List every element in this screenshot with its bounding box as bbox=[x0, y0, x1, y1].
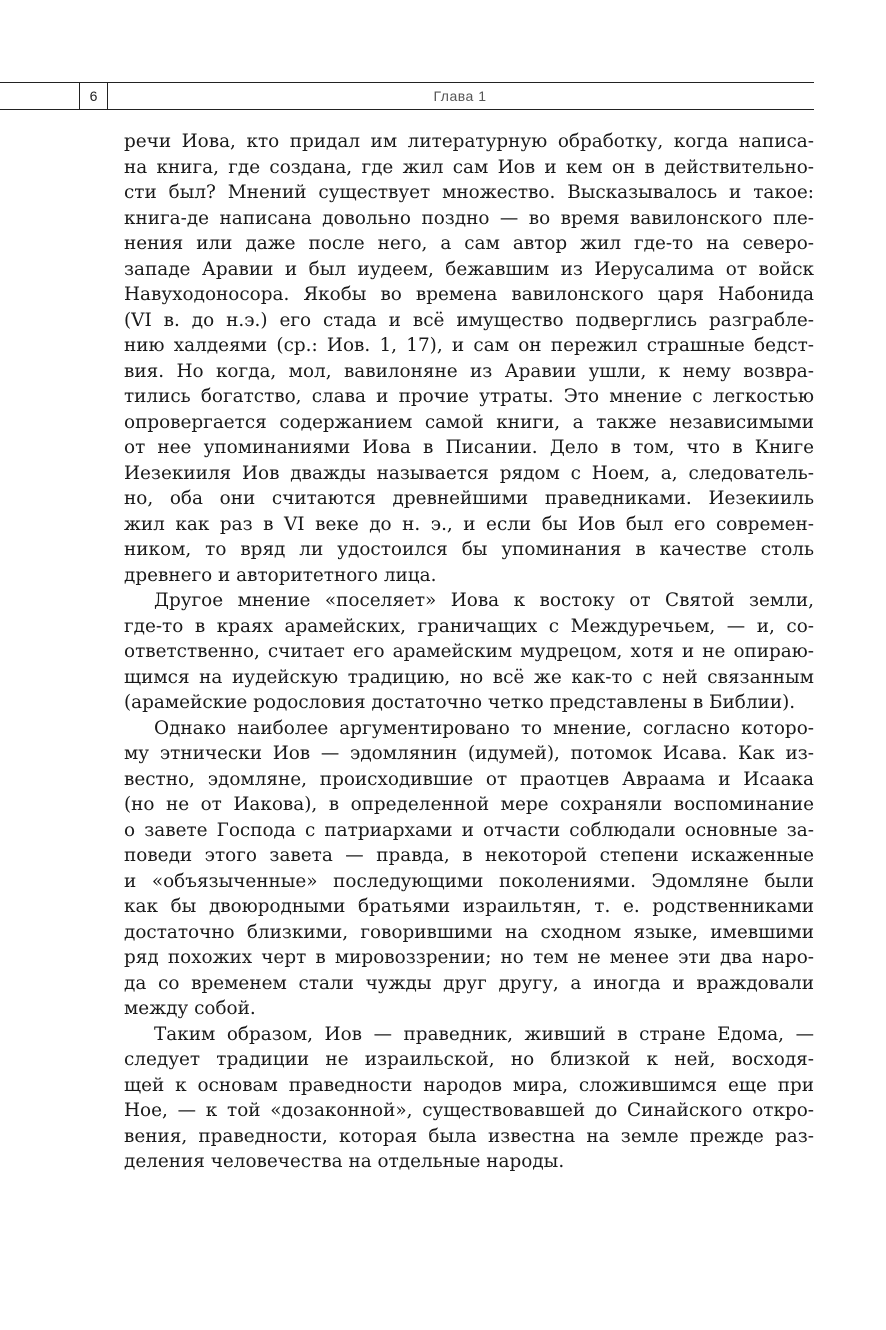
text-line: нения или даже после него, а сам автор жил где-то на северо- bbox=[124, 233, 814, 254]
text-line: книга-де написана довольно поздно — во время вавилонского пле- bbox=[124, 207, 814, 229]
text-line: (но не от Иакова), в определенной мере сохраняли воспоминание bbox=[124, 794, 814, 815]
text-line: му этнически Иов — эдомлянин (идумей), потомок Исава. Как из- bbox=[124, 743, 814, 764]
text-line: тились богатство, слава и прочие утраты. Это мнение с легкостью bbox=[124, 386, 814, 407]
text-line: следует традиции не израильской, но близкой к ней, восходя- bbox=[124, 1049, 814, 1070]
text-line: между собой. bbox=[124, 998, 256, 1019]
text-line: но, оба они считаются древнейшими праведниками. Иезекииль bbox=[124, 488, 814, 509]
text-line: деления человечества на отдельные народы. bbox=[124, 1151, 565, 1172]
text-line: Иезекииля Иов дважды называется рядом с Ноем, а, следователь- bbox=[124, 462, 814, 484]
text-line: (арамейские родословия достаточно четко представлены в Библии). bbox=[124, 692, 796, 713]
text-line: речи Иова, кто придал им литературную обработку, когда написа- bbox=[124, 131, 814, 152]
text-line: щей к основам праведности народов мира, сложившимся еще при bbox=[124, 1074, 814, 1096]
body-text bbox=[124, 129, 814, 1175]
paragraph bbox=[124, 716, 814, 1022]
text-line: нию халдеями (ср.: Иов. 1, 17), и сам он пережил страшные бедст- bbox=[124, 335, 814, 356]
text-line: да со временем стали чужды друг другу, а иногда и враждовали bbox=[124, 972, 814, 994]
paragraph bbox=[124, 1022, 814, 1175]
page-number: 6 bbox=[79, 83, 108, 109]
text-line: Другое мнение «поселяет» Иова к востоку от Святой земли, bbox=[154, 590, 814, 611]
paragraph bbox=[124, 588, 814, 716]
text-line: на книга, где создана, где жил сам Иов и кем он в действительно- bbox=[124, 156, 814, 178]
text-line: ником, то вряд ли удостоился бы упоминания в качестве столь bbox=[124, 539, 814, 560]
text-line: и «объязыченные» последующими поколениями. Эдомляне были bbox=[124, 870, 814, 892]
text-line: западе Аравии и был иудеем, бежавшим из Иерусалима от войск bbox=[124, 258, 814, 280]
text-line: от нее упоминаниями Иова в Писании. Дело в том, что в Книге bbox=[124, 437, 814, 458]
paragraph bbox=[124, 129, 814, 588]
text-line: как бы двоюродными братьями израильтян, т. е. родственниками bbox=[124, 896, 814, 917]
text-line: вестно, эдомляне, происходившие от праотцев Авраама и Исаака bbox=[124, 768, 814, 790]
text-line: Ное, — к той «дозаконной», существовавшей до Синайского откро- bbox=[124, 1100, 814, 1121]
running-header bbox=[0, 82, 814, 110]
text-line: Таким образом, Иов — праведник, живший в стране Едома, — bbox=[154, 1023, 814, 1045]
text-line: ответственно, считает его арамейским мудрецом, хотя и не опираю- bbox=[124, 641, 814, 662]
text-line: опровергается содержанием самой книги, а также независимыми bbox=[124, 411, 814, 433]
text-line: о завете Господа с патриархами и отчасти соблюдали основные за- bbox=[124, 819, 814, 841]
text-line: сти был? Мнений существует множество. Высказывалось и такое: bbox=[124, 182, 814, 203]
text-line: поведи этого завета — правда, в некоторой степени искаженные bbox=[124, 845, 814, 866]
text-line: (VI в. до н.э.) его стада и всё имущество подверглись разграбле- bbox=[124, 309, 814, 331]
text-line: Однако наиболее аргументировано то мнение, согласно которо- bbox=[154, 717, 814, 739]
text-line: достаточно близкими, говорившими на сходном языке, имевшими bbox=[124, 921, 814, 943]
chapter-title: Глава 1 bbox=[433, 88, 487, 104]
text-line: жил как раз в VI веке до н. э., и если бы Иов был его современ- bbox=[124, 513, 814, 535]
text-line: древнего и авторитетного лица. bbox=[124, 564, 437, 586]
text-line: щимся на иудейскую традицию, но всё же как-то с ней связанным bbox=[124, 666, 814, 688]
text-line: вия. Но когда, мол, вавилоняне из Аравии ушли, к нему возвра- bbox=[124, 360, 814, 382]
text-line: где-то в краях арамейских, граничащих с Междуречьем, — и, со- bbox=[124, 615, 814, 637]
text-line: вения, праведности, которая была известна на земле прежде раз- bbox=[124, 1125, 814, 1147]
text-line: Навуходоносора. Якобы во времена вавилонского царя Набонида bbox=[124, 284, 814, 305]
text-line: ряд похожих черт в мировоззрении; но тем не менее эти два наро- bbox=[124, 947, 814, 968]
